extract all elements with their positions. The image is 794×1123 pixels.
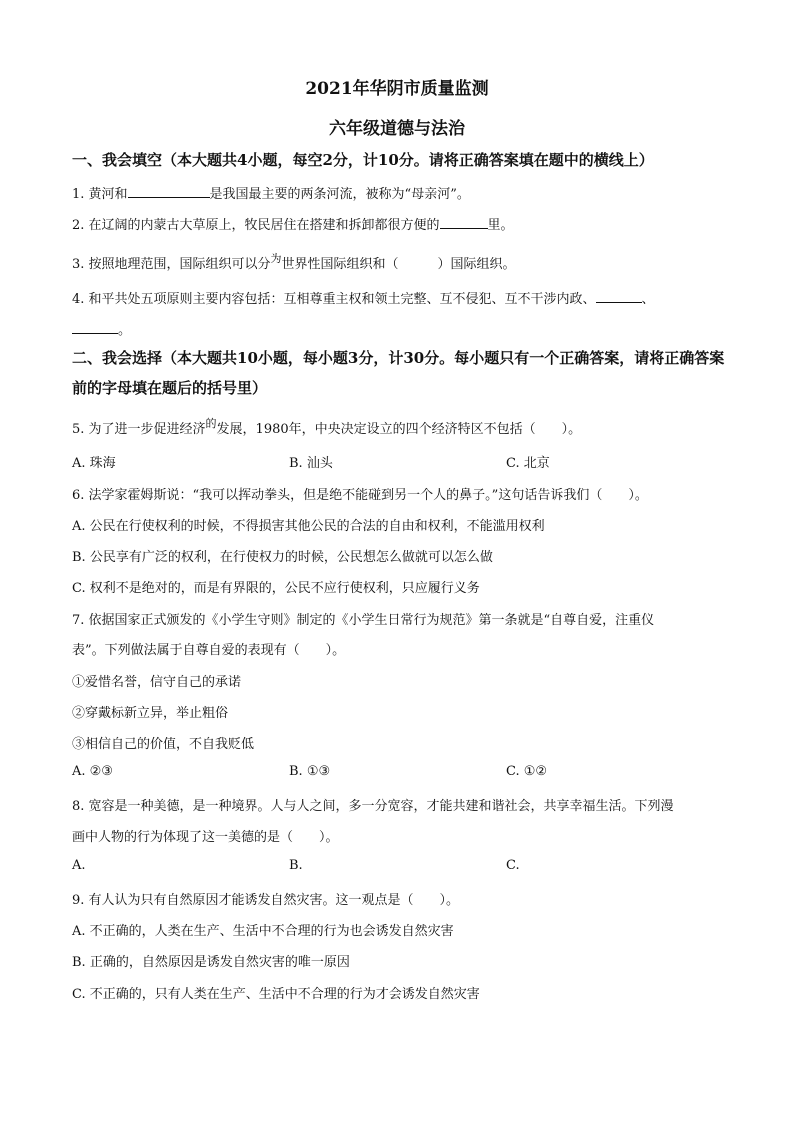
q8-option-a[interactable]: A. [72, 858, 86, 873]
q2-pre: 2. 在辽阔的内蒙古大草原上，牧民居住在搭建和拆卸都很方便的 [72, 218, 440, 233]
question-7-line-2: 表”。下列做法属于自尊自爱的表现有（ ）。 [72, 643, 346, 658]
q6-option-c[interactable]: C. 权利不是绝对的，而是有界限的，公民不应行使权利，只应履行义务 [72, 581, 480, 596]
q5-option-b[interactable]: B. 汕头 [289, 456, 333, 471]
question-1 [72, 183, 470, 202]
exam-subtitle: 六年级道德与法治 [329, 119, 465, 139]
q9-option-a[interactable]: A. 不正确的，人类在生产、生活中不合理的行为也会诱发自然灾害 [72, 924, 454, 939]
q4-blank-1[interactable] [596, 288, 642, 303]
q7-option-b[interactable]: B. ①③ [289, 764, 331, 779]
section1-heading: 一、我会填空（本大题共4小题，每空2分，计10分。请将正确答案填在题中的横线上） [72, 151, 654, 169]
q1-post: 是我国最主要的两条河流，被称为“母亲河”。 [209, 187, 470, 202]
q5-option-a[interactable]: A. 珠海 [72, 456, 116, 471]
q3-sup: 为 [270, 252, 282, 265]
q7-option-c[interactable]: C. ①② [506, 764, 548, 779]
q9-option-b[interactable]: B. 正确的，自然原因是诱发自然灾害的唯一原因 [72, 955, 350, 970]
question-2 [72, 214, 514, 233]
q9-option-c[interactable]: C. 不正确的，只有人类在生产、生活中不合理的行为才会诱发自然灾害 [72, 987, 480, 1002]
q4-sep: 、 [641, 292, 655, 307]
question-8-line-1: 8. 宽容是一种美德，是一种境界。人与人之间，多一分宽容，才能共建和谐社会，共享幸福生活。下列漫 [72, 799, 674, 814]
section2-heading: 二、我会选择（本大题共10小题，每小题3分，计30分。每小题只有一个正确答案，请将正确答案前的字母填在题后的括号里） [72, 349, 725, 397]
q5-pre: 5. 为了进一步促进经济 [72, 422, 206, 437]
q2-post: 里。 [487, 218, 514, 233]
q6-option-b[interactable]: B. 公民享有广泛的权利，在行使权力的时候，公民想怎么做就可以怎么做 [72, 550, 493, 565]
question-4 [72, 288, 655, 307]
q2-blank[interactable] [440, 214, 488, 229]
question-5 [72, 418, 581, 437]
question-4-cont [72, 319, 131, 338]
q8-option-c[interactable]: C. [506, 858, 520, 873]
q8-option-b[interactable]: B. [289, 858, 303, 873]
q7-item-1: ①爱惜名誉，信守自己的承诺 [72, 675, 242, 690]
question-6: 6. 法学家霍姆斯说：“我可以挥动拳头，但是绝不能碰到另一个人的鼻子。”这句话告诉我们（ ）。 [72, 488, 648, 503]
q5-sup: 的 [205, 417, 217, 430]
question-8-line-2: 画中人物的行为体现了这一美德的是（ ）。 [72, 830, 339, 845]
q7-item-2: ②穿戴标新立异，举止粗俗 [72, 706, 229, 721]
q7-item-3: ③相信自己的价值，不自我贬低 [72, 737, 255, 752]
question-3 [72, 253, 516, 272]
q7-option-a[interactable]: A. ②③ [72, 764, 113, 779]
question-9: 9. 有人认为只有自然原因才能诱发自然灾害。这一观点是（ ）。 [72, 893, 460, 908]
q5-post: 发展，1980年，中央决定设立的四个经济特区不包括（ ）。 [216, 422, 582, 437]
q5-option-c[interactable]: C. 北京 [506, 456, 550, 471]
q1-blank[interactable] [128, 183, 210, 198]
q4-blank-2[interactable] [72, 319, 118, 334]
q3-pre: 3. 按照地理范围，国际组织可以分 [72, 257, 271, 272]
q1-pre: 1. 黄河和 [72, 187, 128, 202]
q6-option-a[interactable]: A. 公民在行使权利的时候，不得损害其他公民的合法的自由和权利，不能滥用权利 [72, 519, 545, 534]
q4-end: 。 [118, 323, 132, 338]
q3-post: 世界性国际组织和（ ）国际组织。 [281, 257, 516, 272]
exam-title: 2021年华阴市质量监测 [305, 79, 489, 99]
question-7-line-1: 7. 依据国家正式颁发的《小学生守则》制定的《小学生日常行为规范》第一条就是“自尊自爱，注重仪 [72, 613, 655, 628]
q4-pre: 4. 和平共处五项原则主要内容包括：互相尊重主权和领土完整、互不侵犯、互不干涉内政、 [72, 292, 596, 307]
